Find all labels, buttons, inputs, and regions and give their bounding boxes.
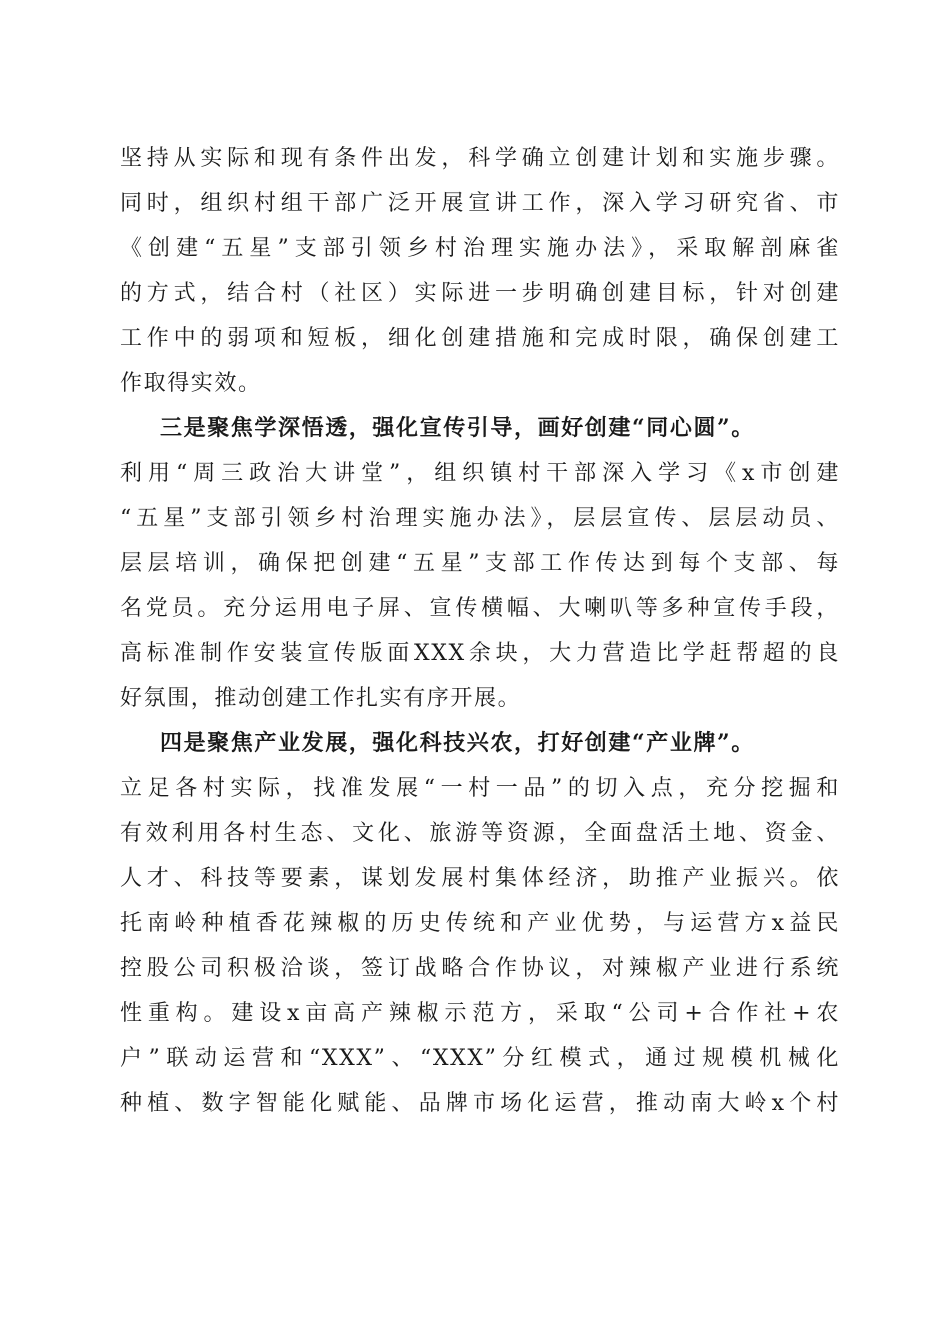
paragraph-3-line-1: 立足各村实际，找准发展“一村一品”的切入点，充分挖掘和	[120, 776, 840, 801]
paragraph-2-line-2: “五星”支部引领乡村治理实施办法》，层层宣传、层层动员、	[120, 506, 840, 531]
paragraph-2-line-4: 名党员。充分运用电子屏、宣传横幅、大喇叭等多种宣传手段，	[120, 596, 840, 621]
paragraph-3-heading-line	[120, 721, 840, 766]
paragraph-1-line-4: 的方式，结合村（社区）实际进一步明确创建目标，针对创建	[120, 281, 840, 306]
paragraph-3-line-2: 有效利用各村生态、文化、旅游等资源，全面盘活土地、资金、	[120, 821, 840, 846]
paragraph-3-line-6: 性重构。建设x亩高产辣椒示范方，采取“公司+合作社+农	[120, 1001, 840, 1026]
paragraph-1-line-2: 同时，组织村组干部广泛开展宣讲工作，深入学习研究省、市	[120, 191, 840, 216]
paragraph-3-line-8: 种植、数字智能化赋能、品牌市场化运营，推动南大岭x个村	[120, 1091, 840, 1116]
document-body	[120, 136, 840, 1126]
paragraph-1-line-3: 《创建“五星”支部引领乡村治理实施办法》，采取解剖麻雀	[120, 236, 840, 261]
paragraph-3-line-7: 户”联动运营和“XXX”、“XXX”分红模式，通过规模机械化	[120, 1046, 840, 1071]
paragraph-2-line-5: 高标准制作安装宣传版面XXX余块，大力营造比学赶帮超的良	[120, 641, 840, 666]
paragraph-2-line-6: 好氛围，推动创建工作扎实有序开展。	[120, 686, 522, 711]
paragraph-2-heading: 三是聚焦学深悟透，强化宣传引导，画好创建“同心圆”。	[160, 415, 755, 441]
paragraph-3-heading: 四是聚焦产业发展，强化科技兴农，打好创建“产业牌”。	[160, 730, 755, 756]
paragraph-1-line-5: 工作中的弱项和短板，细化创建措施和完成时限，确保创建工	[120, 326, 840, 351]
paragraph-3-line-4: 托南岭种植香花辣椒的历史传统和产业优势，与运营方x益民	[120, 911, 840, 936]
paragraph-3-line-5: 控股公司积极洽谈，签订战略合作协议，对辣椒产业进行系统	[120, 956, 840, 981]
paragraph-1-line-1: 坚持从实际和现有条件出发，科学确立创建计划和实施步骤。	[120, 146, 840, 171]
paragraph-1-line-6: 作取得实效。	[120, 371, 262, 396]
paragraph-2-line-3: 层层培训，确保把创建“五星”支部工作传达到每个支部、每	[120, 551, 840, 576]
paragraph-3-line-3: 人才、科技等要素，谋划发展村集体经济，助推产业振兴。依	[120, 866, 840, 891]
paragraph-2-line-1: 利用“周三政治大讲堂”，组织镇村干部深入学习《x市创建	[120, 461, 840, 486]
paragraph-2-heading-line	[120, 406, 840, 451]
